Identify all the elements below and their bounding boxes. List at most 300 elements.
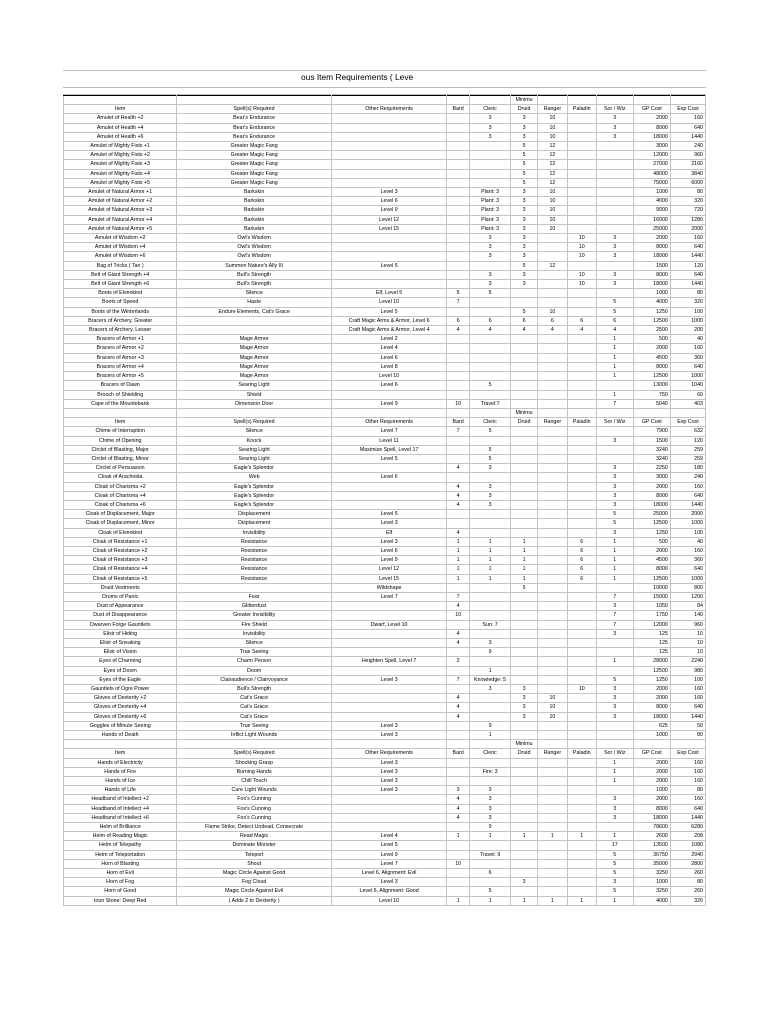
cell-sor-wiz: 1 bbox=[596, 758, 633, 767]
cell-item: Eyes of Doom bbox=[64, 666, 177, 675]
cell-druid: 5 bbox=[511, 142, 538, 151]
cell-sor-wiz: 1 bbox=[596, 767, 633, 776]
cell-sor-wiz: 3 bbox=[596, 132, 633, 141]
cell-spells: Owl's Wisdom bbox=[177, 252, 332, 261]
table-row bbox=[64, 896, 706, 905]
group-header-row bbox=[64, 96, 706, 105]
cell-gp-cost: 12500 bbox=[633, 666, 670, 675]
cell-sor-wiz: 1 bbox=[596, 556, 633, 565]
cell-bard: 10 bbox=[447, 859, 470, 868]
cell-bard bbox=[447, 841, 470, 850]
cell-paladin bbox=[567, 813, 596, 822]
cell-sor-wiz bbox=[596, 188, 633, 197]
cell-gp-cost: 48000 bbox=[633, 169, 670, 178]
cell-bard bbox=[447, 887, 470, 896]
cell-druid bbox=[511, 335, 538, 344]
cell-bard bbox=[447, 869, 470, 878]
cell-druid bbox=[511, 657, 538, 666]
cell-item: Bracers of Armor +4 bbox=[64, 362, 177, 371]
cell-sor-wiz: 1 bbox=[596, 896, 633, 905]
cell-exp-cost: 80 bbox=[670, 188, 705, 197]
cell-cleric bbox=[469, 592, 510, 601]
cell-paladin bbox=[567, 123, 596, 132]
cell-sor-wiz bbox=[596, 454, 633, 463]
cell-ranger: 12 bbox=[537, 178, 567, 187]
cell-exp-cost: 40 bbox=[670, 335, 705, 344]
cell-gp-cost: 3000 bbox=[633, 473, 670, 482]
header-blank-cell bbox=[537, 96, 567, 105]
cell-spells: Shout bbox=[177, 859, 332, 868]
cell-spells bbox=[177, 326, 332, 335]
cell-ranger: 12 bbox=[537, 142, 567, 151]
cell-exp-cost: 640 bbox=[670, 565, 705, 574]
cell-sor-wiz: 3 bbox=[596, 491, 633, 500]
cell-ranger: 1 bbox=[537, 832, 567, 841]
cell-bard bbox=[447, 436, 470, 445]
cell-other bbox=[331, 114, 446, 123]
table-row bbox=[64, 869, 706, 878]
cell-sor-wiz: 5 bbox=[596, 307, 633, 316]
cell-item: Hands of Death bbox=[64, 731, 177, 740]
cell-spells: Eagle's Splendor bbox=[177, 500, 332, 509]
cell-bard bbox=[447, 381, 470, 390]
cell-bard bbox=[447, 353, 470, 362]
cell-paladin bbox=[567, 427, 596, 436]
cell-ranger bbox=[537, 427, 567, 436]
cell-druid bbox=[511, 731, 538, 740]
table-row bbox=[64, 123, 706, 132]
cell-druid bbox=[511, 372, 538, 381]
cell-gp-cost: 2000 bbox=[633, 777, 670, 786]
cell-ranger bbox=[537, 869, 567, 878]
cell-sor-wiz: 3 bbox=[596, 436, 633, 445]
cell-bard bbox=[447, 344, 470, 353]
column-header-gp-cost: GP Cost bbox=[633, 749, 670, 758]
cell-druid: 3 bbox=[511, 234, 538, 243]
cell-item: Brooch of Shielding bbox=[64, 390, 177, 399]
cell-spells: Summon Nature's Ally III bbox=[177, 261, 332, 270]
cell-bard bbox=[447, 390, 470, 399]
cell-ranger bbox=[537, 491, 567, 500]
cell-exp-cost: 160 bbox=[670, 344, 705, 353]
cell-druid: 3 bbox=[511, 132, 538, 141]
cell-bard: 4 bbox=[447, 528, 470, 537]
cell-exp-cost: 6280 bbox=[670, 823, 705, 832]
table-row bbox=[64, 234, 706, 243]
cell-other: Level 5 bbox=[331, 841, 446, 850]
cell-cleric: 3 bbox=[469, 234, 510, 243]
cell-other: Level 3 bbox=[331, 777, 446, 786]
cell-spells: Owl's Wisdom bbox=[177, 234, 332, 243]
cell-druid: 3 bbox=[511, 252, 538, 261]
cell-paladin bbox=[567, 436, 596, 445]
header-blank-cell bbox=[567, 96, 596, 105]
column-header-bard: Bard bbox=[447, 418, 470, 427]
cell-paladin bbox=[567, 381, 596, 390]
cell-bard: 4 bbox=[447, 500, 470, 509]
table-row bbox=[64, 270, 706, 279]
cell-other: Level 3 bbox=[331, 537, 446, 546]
cell-other bbox=[331, 234, 446, 243]
cell-other bbox=[331, 804, 446, 813]
cell-other: Craft Magic Arms & Armor, Level 6 bbox=[331, 316, 446, 325]
cell-druid: 5 bbox=[511, 169, 538, 178]
column-header-row bbox=[64, 418, 706, 427]
cell-cleric: 3 bbox=[469, 491, 510, 500]
cell-other bbox=[331, 500, 446, 509]
cell-gp-cost: 125 bbox=[633, 648, 670, 657]
cell-other: Elf, Level 5 bbox=[331, 289, 446, 298]
cell-bard bbox=[447, 206, 470, 215]
cell-paladin bbox=[567, 169, 596, 178]
cell-gp-cost: 3240 bbox=[633, 454, 670, 463]
cell-druid: 3 bbox=[511, 694, 538, 703]
cell-exp-cost: 1440 bbox=[670, 280, 705, 289]
cell-druid bbox=[511, 445, 538, 454]
cell-sor-wiz: 7 bbox=[596, 611, 633, 620]
cell-cleric bbox=[469, 335, 510, 344]
cell-other: Level 6 bbox=[331, 473, 446, 482]
cell-cleric: 6 bbox=[469, 869, 510, 878]
cell-paladin bbox=[567, 215, 596, 224]
cell-ranger bbox=[537, 850, 567, 859]
cell-spells: Cat's Grace bbox=[177, 694, 332, 703]
column-header-other: Other Requirements bbox=[331, 418, 446, 427]
cell-spells: ( Adds 2 to Dexterity ) bbox=[177, 896, 332, 905]
cell-spells: Cat's Grace bbox=[177, 712, 332, 721]
cell-sor-wiz bbox=[596, 823, 633, 832]
cell-other: Level 15 bbox=[331, 574, 446, 583]
column-header-paladin: Paladin bbox=[567, 418, 596, 427]
cell-gp-cost: 8000 bbox=[633, 123, 670, 132]
cell-sor-wiz: 7 bbox=[596, 399, 633, 408]
sheet-title: ous Item Requirements ( Leve bbox=[301, 72, 414, 82]
cell-cleric bbox=[469, 694, 510, 703]
cell-cleric bbox=[469, 160, 510, 169]
table-row bbox=[64, 795, 706, 804]
cell-spells: Bear's Endurance bbox=[177, 123, 332, 132]
cell-paladin bbox=[567, 629, 596, 638]
cell-ranger bbox=[537, 482, 567, 491]
cell-exp-cost: 80 bbox=[670, 289, 705, 298]
cell-ranger bbox=[537, 473, 567, 482]
cell-item: Horn of Blasting bbox=[64, 859, 177, 868]
table-row bbox=[64, 657, 706, 666]
cell-gp-cost: 9000 bbox=[633, 206, 670, 215]
header-blank-cell bbox=[469, 96, 510, 105]
cell-paladin bbox=[567, 694, 596, 703]
cell-druid bbox=[511, 592, 538, 601]
title-row bbox=[63, 70, 706, 88]
cell-bard bbox=[447, 188, 470, 197]
cell-cleric: 3 bbox=[469, 813, 510, 822]
cell-spells: Fear bbox=[177, 592, 332, 601]
cell-item: Cloak of Resistance +1 bbox=[64, 537, 177, 546]
cell-gp-cost: 8000 bbox=[633, 491, 670, 500]
cell-cleric: 3 bbox=[469, 280, 510, 289]
cell-cleric: 1 bbox=[469, 565, 510, 574]
cell-item: Bracers of Archery, Lesser bbox=[64, 326, 177, 335]
cell-exp-cost: 360 bbox=[670, 556, 705, 565]
cell-bard: 4 bbox=[447, 638, 470, 647]
cell-exp-cost: 360 bbox=[670, 353, 705, 362]
cell-gp-cost: 3240 bbox=[633, 445, 670, 454]
table-row bbox=[64, 878, 706, 887]
cell-bard bbox=[447, 252, 470, 261]
cell-exp-cost: 10 bbox=[670, 638, 705, 647]
cell-bard: 6 bbox=[447, 316, 470, 325]
group-label: Minimu bbox=[511, 740, 538, 749]
column-header-sor-wiz: Sor / Wiz bbox=[596, 418, 633, 427]
cell-cleric: 3 bbox=[469, 123, 510, 132]
cell-exp-cost: 640 bbox=[670, 804, 705, 813]
cell-sor-wiz: 3 bbox=[596, 685, 633, 694]
cell-cleric: 9 bbox=[469, 648, 510, 657]
cell-exp-cost: 240 bbox=[670, 473, 705, 482]
cell-sor-wiz bbox=[596, 215, 633, 224]
cell-spells: Displacement bbox=[177, 510, 332, 519]
cell-spells: Bull's Strength bbox=[177, 280, 332, 289]
column-header-gp-cost: GP Cost bbox=[633, 105, 670, 114]
cell-paladin bbox=[567, 307, 596, 316]
header-blank-cell bbox=[670, 408, 705, 417]
cell-ranger bbox=[537, 243, 567, 252]
table-row bbox=[64, 491, 706, 500]
table-row bbox=[64, 859, 706, 868]
cell-ranger bbox=[537, 574, 567, 583]
cell-cleric: 5 bbox=[469, 887, 510, 896]
cell-sor-wiz bbox=[596, 427, 633, 436]
cell-spells: Chill Touch bbox=[177, 777, 332, 786]
cell-cleric bbox=[469, 344, 510, 353]
cell-spells: Cat's Grace bbox=[177, 703, 332, 712]
table-row bbox=[64, 583, 706, 592]
cell-other: Level 3 bbox=[331, 721, 446, 730]
cell-druid bbox=[511, 344, 538, 353]
cell-other: Level 10 bbox=[331, 298, 446, 307]
header-blank-cell bbox=[567, 740, 596, 749]
cell-druid: 6 bbox=[511, 316, 538, 325]
cell-sor-wiz bbox=[596, 197, 633, 206]
cell-gp-cost: 25000 bbox=[633, 224, 670, 233]
cell-druid bbox=[511, 666, 538, 675]
cell-cleric bbox=[469, 362, 510, 371]
cell-paladin bbox=[567, 869, 596, 878]
cell-item: Helm of Brilliance bbox=[64, 823, 177, 832]
cell-other bbox=[331, 151, 446, 160]
cell-druid: 3 bbox=[511, 685, 538, 694]
cell-ranger bbox=[537, 629, 567, 638]
cell-paladin: 10 bbox=[567, 234, 596, 243]
cell-druid bbox=[511, 850, 538, 859]
table-row bbox=[64, 243, 706, 252]
header-blank-cell bbox=[64, 740, 177, 749]
cell-gp-cost: 2500 bbox=[633, 326, 670, 335]
cell-druid: 1 bbox=[511, 896, 538, 905]
cell-spells: Cure Light Wounds bbox=[177, 786, 332, 795]
table-row bbox=[64, 215, 706, 224]
cell-item: Horn of Evil bbox=[64, 869, 177, 878]
table-row bbox=[64, 620, 706, 629]
cell-cleric bbox=[469, 519, 510, 528]
cell-item: Headband of Intellect +6 bbox=[64, 813, 177, 822]
table-row bbox=[64, 767, 706, 776]
table-row bbox=[64, 362, 706, 371]
cell-paladin bbox=[567, 206, 596, 215]
header-blank-cell bbox=[64, 96, 177, 105]
cell-druid: 3 bbox=[511, 197, 538, 206]
column-header-spells: Spell(s) Required bbox=[177, 105, 332, 114]
cell-exp-cost: 960 bbox=[670, 620, 705, 629]
cell-sor-wiz: 5 bbox=[596, 519, 633, 528]
cell-druid: 3 bbox=[511, 215, 538, 224]
cell-item: Gauntlets of Ogre Power bbox=[64, 685, 177, 694]
cell-gp-cost: 2600 bbox=[633, 832, 670, 841]
cell-item: Amulet of Natural Armor +5 bbox=[64, 224, 177, 233]
cell-exp-cost: 200 bbox=[670, 326, 705, 335]
column-header-spells: Spell(s) Required bbox=[177, 418, 332, 427]
cell-exp-cost: 10 bbox=[670, 629, 705, 638]
cell-druid bbox=[511, 491, 538, 500]
table-row bbox=[64, 721, 706, 730]
group-label: Minimu bbox=[511, 408, 538, 417]
cell-druid: 5 bbox=[511, 307, 538, 316]
column-header-sor-wiz: Sor / Wiz bbox=[596, 105, 633, 114]
cell-paladin bbox=[567, 390, 596, 399]
cell-cleric: 3 bbox=[469, 804, 510, 813]
cell-exp-cost: 160 bbox=[670, 482, 705, 491]
cell-spells: Inflict Light Wounds bbox=[177, 731, 332, 740]
cell-gp-cost: 78600 bbox=[633, 823, 670, 832]
cell-paladin bbox=[567, 500, 596, 509]
cell-spells: Dimension Door bbox=[177, 399, 332, 408]
cell-item: Amulet of Natural Armor +4 bbox=[64, 215, 177, 224]
header-blank-cell bbox=[633, 408, 670, 417]
cell-gp-cost: 4000 bbox=[633, 298, 670, 307]
table-row bbox=[64, 454, 706, 463]
cell-paladin: 6 bbox=[567, 316, 596, 325]
cell-cleric: Travel:7 bbox=[469, 399, 510, 408]
table-row bbox=[64, 335, 706, 344]
header-blank-cell bbox=[64, 408, 177, 417]
cell-sor-wiz: 5 bbox=[596, 850, 633, 859]
cell-paladin bbox=[567, 132, 596, 141]
cell-exp-cost: 160 bbox=[670, 777, 705, 786]
cell-other bbox=[331, 685, 446, 694]
cell-bard bbox=[447, 114, 470, 123]
cell-ranger bbox=[537, 887, 567, 896]
cell-ranger: 12 bbox=[537, 261, 567, 270]
cell-druid: 3 bbox=[511, 243, 538, 252]
cell-other bbox=[331, 270, 446, 279]
cell-item: Amulet of Mighty Fists +4 bbox=[64, 169, 177, 178]
cell-bard: 10 bbox=[447, 399, 470, 408]
table-row bbox=[64, 160, 706, 169]
cell-gp-cost: 1500 bbox=[633, 261, 670, 270]
cell-ranger bbox=[537, 583, 567, 592]
cell-paladin bbox=[567, 878, 596, 887]
cell-item: Amulet of Wisdom +6 bbox=[64, 252, 177, 261]
column-header-gp-cost: GP Cost bbox=[633, 418, 670, 427]
cell-exp-cost: 1440 bbox=[670, 132, 705, 141]
column-header-item: Item bbox=[64, 749, 177, 758]
cell-sor-wiz: 1 bbox=[596, 390, 633, 399]
cell-paladin bbox=[567, 657, 596, 666]
table-row bbox=[64, 629, 706, 638]
cell-item: Amulet of Natural Armor +2 bbox=[64, 197, 177, 206]
cell-item: Belt of Giant Strength +6 bbox=[64, 280, 177, 289]
header-blank-cell bbox=[469, 408, 510, 417]
column-header-row bbox=[64, 749, 706, 758]
cell-item: Helm of Telepathy bbox=[64, 841, 177, 850]
column-header-exp-cost: Exp Cost bbox=[670, 418, 705, 427]
cell-sor-wiz: 6 bbox=[596, 316, 633, 325]
cell-cleric: 3 bbox=[469, 132, 510, 141]
cell-paladin bbox=[567, 482, 596, 491]
cell-spells: Resistance bbox=[177, 556, 332, 565]
cell-spells: Silence bbox=[177, 289, 332, 298]
cell-spells: Charm Person bbox=[177, 657, 332, 666]
cell-cleric bbox=[469, 841, 510, 850]
cell-paladin: 10 bbox=[567, 685, 596, 694]
cell-bard bbox=[447, 878, 470, 887]
cell-druid: 3 bbox=[511, 188, 538, 197]
cell-other: Level 11 bbox=[331, 436, 446, 445]
table-row bbox=[64, 813, 706, 822]
cell-cleric: 9 bbox=[469, 721, 510, 730]
cell-item: Cloak of Resistance +4 bbox=[64, 565, 177, 574]
cell-ranger bbox=[537, 436, 567, 445]
cell-ranger bbox=[537, 344, 567, 353]
cell-sor-wiz bbox=[596, 169, 633, 178]
cell-bard bbox=[447, 767, 470, 776]
cell-gp-cost: 2000 bbox=[633, 795, 670, 804]
cell-paladin bbox=[567, 786, 596, 795]
cell-cleric bbox=[469, 261, 510, 270]
cell-sor-wiz: 3 bbox=[596, 703, 633, 712]
cell-paladin bbox=[567, 178, 596, 187]
table-row bbox=[64, 777, 706, 786]
cell-druid bbox=[511, 454, 538, 463]
cell-item: Elixir of Vision bbox=[64, 648, 177, 657]
cell-ranger bbox=[537, 372, 567, 381]
cell-druid bbox=[511, 887, 538, 896]
cell-spells: Knock bbox=[177, 436, 332, 445]
cell-cleric: Travel: 9 bbox=[469, 850, 510, 859]
cell-exp-cost: 260 bbox=[670, 887, 705, 896]
cell-sor-wiz: 1 bbox=[596, 832, 633, 841]
cell-item: Hands of Fire bbox=[64, 767, 177, 776]
cell-item: Druid Vestments bbox=[64, 583, 177, 592]
cell-spells: Greater Magic Fang bbox=[177, 160, 332, 169]
cell-paladin: 4 bbox=[567, 326, 596, 335]
cell-sor-wiz: 3 bbox=[596, 694, 633, 703]
cell-ranger bbox=[537, 602, 567, 611]
cell-ranger bbox=[537, 454, 567, 463]
cell-druid bbox=[511, 823, 538, 832]
cell-druid: 3 bbox=[511, 270, 538, 279]
cell-bard: 4 bbox=[447, 464, 470, 473]
cell-gp-cost: 75000 bbox=[633, 178, 670, 187]
cell-sor-wiz: 3 bbox=[596, 629, 633, 638]
cell-ranger: 1 bbox=[537, 896, 567, 905]
cell-item: Elixir of Hiding bbox=[64, 629, 177, 638]
cell-cleric: 3 bbox=[469, 482, 510, 491]
cell-spells: Dominate Monster bbox=[177, 841, 332, 850]
cell-cleric bbox=[469, 878, 510, 887]
cell-ranger: 10 bbox=[537, 703, 567, 712]
cell-bard: 1 bbox=[447, 537, 470, 546]
